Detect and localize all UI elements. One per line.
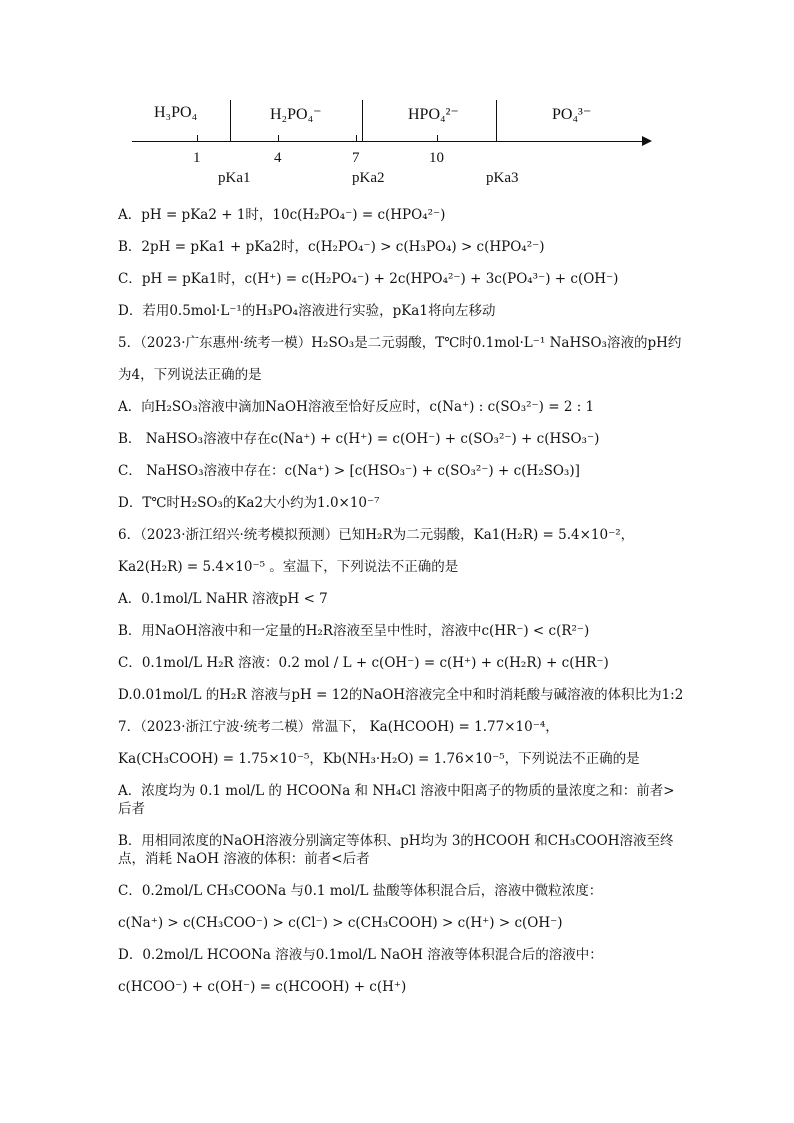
text-line: B．用NaOH溶液中和一定量的H₂R溶液至呈中性时，溶液中c(HR⁻) < c(R²⁻) <box>118 623 590 639</box>
tick-7 <box>356 135 357 141</box>
text-line: 为4，下列说法正确的是 <box>118 367 262 383</box>
text-line: 6．（2023·浙江绍兴·统考模拟预测）已知H₂R为二元弱酸，Ka1(H₂R) = 5.4×10⁻²， <box>118 527 635 543</box>
species-h3po4: H₃PO₄ <box>154 104 198 121</box>
pka1-label: pKa1 <box>218 170 251 186</box>
tick-1 <box>197 135 198 141</box>
text-line: A．向H₂SO₃溶液中滴加NaOH溶液至恰好反应时，c(Na⁺) : c(SO₃²⁻) = 2 : 1 <box>118 399 595 415</box>
text-line: D．T℃时H₂SO₃的Ka2大小约为1.0×10⁻⁷ <box>118 495 380 511</box>
species-po4: PO₄³⁻ <box>552 106 592 123</box>
axis-number-1: 1 <box>193 150 201 166</box>
axis-number-7: 7 <box>352 150 360 166</box>
text-line: C．pH = pKa1时，c(H⁺) = c(H₂PO₄⁻) + 2c(HPO₄²⁻) + 3c(PO₄³⁻) + c(OH⁻) <box>118 271 619 287</box>
text-line: c(HCOO⁻) + c(OH⁻) = c(HCOOH) + c(H⁺) <box>118 979 407 995</box>
pka3-label: pKa3 <box>486 170 519 186</box>
axis-arrow-icon <box>642 136 652 146</box>
species-hpo4: HPO₄²⁻ <box>408 106 459 123</box>
species-h2po4: H₂PO₄⁻ <box>270 106 322 123</box>
axis-number-10: 10 <box>429 150 444 166</box>
text-line: c(Na⁺) > c(CH₃COO⁻) > c(Cl⁻) > c(CH₃COOH) > c(H⁺) > c(OH⁻) <box>118 915 563 931</box>
axis-number-4: 4 <box>274 150 282 166</box>
text-line: C． NaHSO₃溶液中存在：c(Na⁺) > [c(HSO₃⁻) + c(SO₃²⁻) + c(H₂SO₃)] <box>118 463 580 479</box>
tick-10 <box>437 135 438 141</box>
text-line: B．用相同浓度的NaOH溶液分别滴定等体积、pH均为 3的HCOOH 和CH₃COOH溶液至终点，消耗 NaOH 溶液的体积：前者<后者 <box>118 833 674 867</box>
text-line: B．2pH = pKa1 + pKa2时，c(H₂PO₄⁻) > c(H₃PO₄) > c(HPO₄²⁻) <box>118 239 545 255</box>
text-line: A．pH = pKa2 + 1时，10c(H₂PO₄⁻) = c(HPO₄²⁻) <box>118 207 446 223</box>
text-line: D．0.2mol/L HCOONa 溶液与0.1mol/L NaOH 溶液等体积混合后的溶液中： <box>118 947 603 963</box>
text-line: A．浓度均为 0.1 mol/L 的 HCOONa 和 NH₄Cl 溶液中阳离子的物质的量浓度之和：前者>后者 <box>118 783 675 817</box>
question-text-block <box>118 199 688 1003</box>
text-line: 7．（2023·浙江宁波·统考二模）常温下， Ka(HCOOH) = 1.77×10⁻⁴， <box>118 719 559 735</box>
text-line: 5．（2023·广东惠州·统考一模）H₂SO₃是二元弱酸，T℃时0.1mol·L⁻¹ NaHSO₃溶液的pH约 <box>118 335 682 351</box>
tick-4 <box>278 135 279 141</box>
text-line: A．0.1mol/L NaHR 溶液pH < 7 <box>118 591 328 607</box>
text-line: B． NaHSO₃溶液中存在c(Na⁺) + c(H⁺) = c(OH⁻) + c(SO₃²⁻) + c(HSO₃⁻) <box>118 431 600 447</box>
text-line: Ka2(H₂R) = 5.4×10⁻⁵ 。室温下，下列说法不正确的是 <box>118 559 459 575</box>
pka2-label: pKa2 <box>352 170 385 186</box>
text-line: C．0.2mol/L CH₃COONa 与0.1 mol/L 盐酸等体积混合后，溶液中微粒浓度： <box>118 883 603 899</box>
boundary-line-2 <box>362 100 363 141</box>
text-line: D．若用0.5mol·L⁻¹的H₃PO₄溶液进行实验，pKa1将向左移动 <box>118 303 496 319</box>
ph-axis-line <box>132 141 647 142</box>
boundary-line-1 <box>230 100 231 141</box>
boundary-line-3 <box>496 100 497 141</box>
text-line: Ka(CH₃COOH) = 1.75×10⁻⁵，Kb(NH₃·H₂O) = 1.76×10⁻⁵，下列说法不正确的是 <box>118 751 640 767</box>
species-distribution-diagram <box>118 92 658 192</box>
text-line: D.0.01mol/L 的H₂R 溶液与pH = 12的NaOH溶液完全中和时消耗酸与碱溶液的体积比为1:2 <box>118 687 684 703</box>
text-line: C．0.1mol/L H₂R 溶液：0.2 mol / L + c(OH⁻) = c(H⁺) + c(H₂R) + c(HR⁻) <box>118 655 609 671</box>
